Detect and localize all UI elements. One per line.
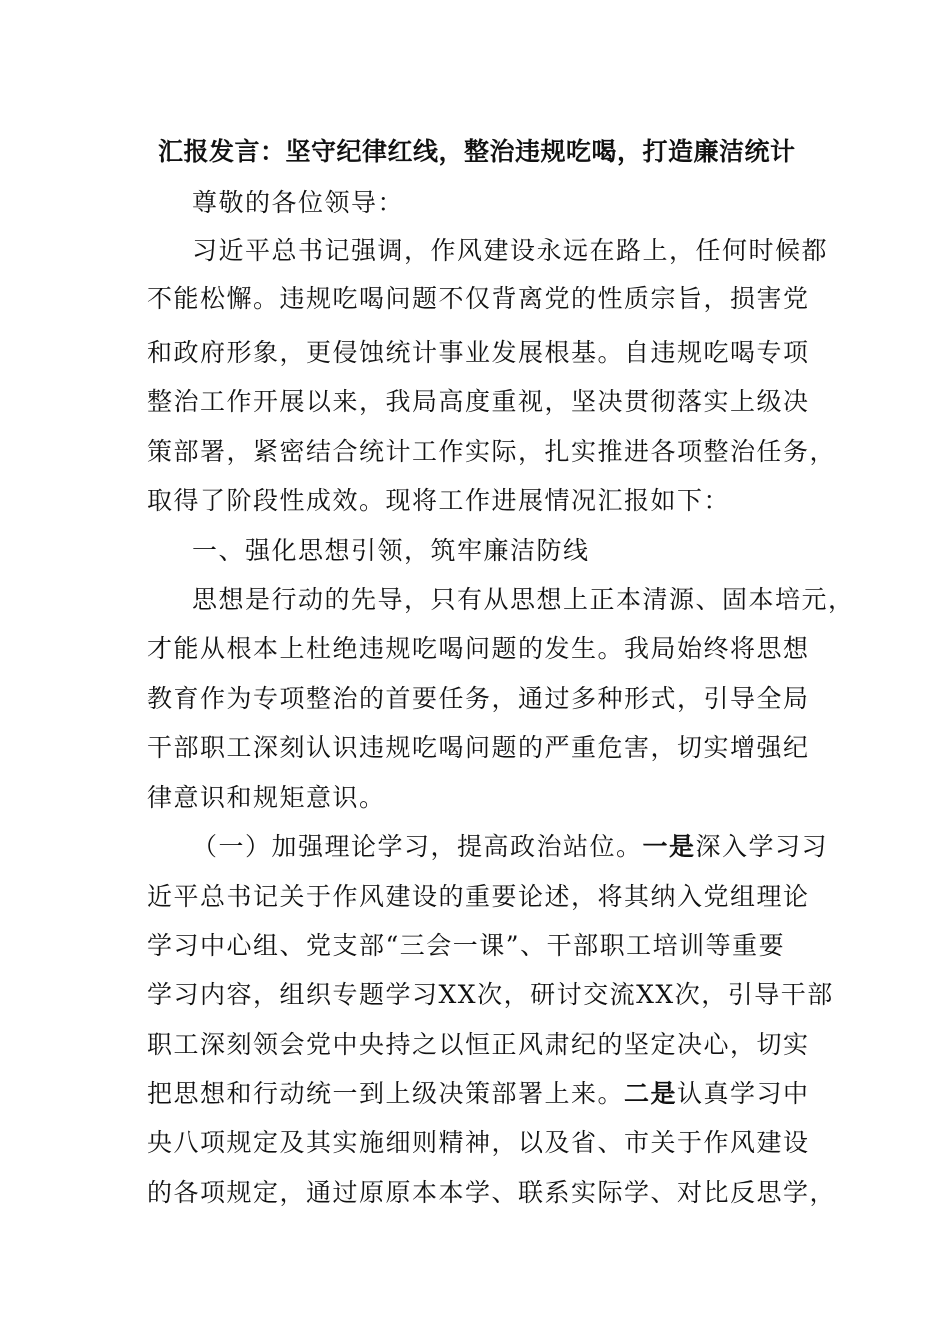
intro-line: 和政府形象，更侵蚀统计事业发展根基。自违规吃喝专项 — [147, 338, 810, 367]
text-run: 把思想和行动统一到上级决策部署上来。 — [147, 1079, 625, 1108]
salutation: 尊敬的各位领导： — [192, 188, 405, 217]
intro-line: 习近平总书记强调，作风建设永远在路上，任何时候都 — [192, 236, 829, 265]
subsection-line — [192, 829, 828, 865]
subsection-line — [147, 1076, 810, 1112]
document-title: 汇报发言：坚守纪律红线，整治违规吃喝，打造廉洁统计 — [158, 137, 796, 166]
subsection-line: 央八项规定及其实施细则精神，以及省、市关于作风建设 — [147, 1128, 810, 1157]
section-line: 思想是行动的先导，只有从思想上正本清源、固本培元， — [192, 585, 855, 614]
text-run: 深入学习习 — [695, 832, 829, 861]
section-line: 才能从根本上杜绝违规吃喝问题的发生。我局始终将思想 — [147, 634, 810, 663]
section-heading: 一、强化思想引领，筑牢廉洁防线 — [192, 536, 590, 565]
subsection-line: 的各项规定，通过原原本本学、联系实际学、对比反思学， — [147, 1178, 837, 1207]
section-line: 教育作为专项整治的首要任务，通过多种形式，引导全局 — [147, 684, 810, 713]
intro-line: 策部署，紧密结合统计工作实际，扎实推进各项整治任务， — [147, 437, 837, 466]
bold-marker: 二是 — [624, 1079, 678, 1108]
intro-line: 整治工作开展以来，我局高度重视，坚决贯彻落实上级决 — [147, 387, 810, 416]
subsection-heading: （一）加强理论学习，提高政治站位。 — [192, 832, 643, 861]
bold-marker: 一是 — [642, 832, 696, 861]
text-run: 认真学习中 — [677, 1079, 810, 1108]
intro-line: 取得了阶段性成效。现将工作进展情况汇报如下： — [147, 486, 731, 515]
section-line: 律意识和规矩意识。 — [147, 783, 386, 812]
subsection-line: 学习内容，组织专题学习XX次，研讨交流XX次，引导干部 — [147, 980, 834, 1009]
subsection-line: 学习中心组、党支部“三会一课”、干部职工培训等重要 — [147, 931, 786, 960]
subsection-line: 近平总书记关于作风建设的重要论述，将其纳入党组理论 — [147, 882, 810, 911]
subsection-line: 职工深刻领会党中央持之以恒正风肃纪的坚定决心，切实 — [147, 1030, 810, 1059]
intro-line: 不能松懈。违规吃喝问题不仅背离党的性质宗旨，损害党 — [147, 284, 810, 313]
section-line: 干部职工深刻认识违规吃喝问题的严重危害，切实增强纪 — [147, 733, 810, 762]
